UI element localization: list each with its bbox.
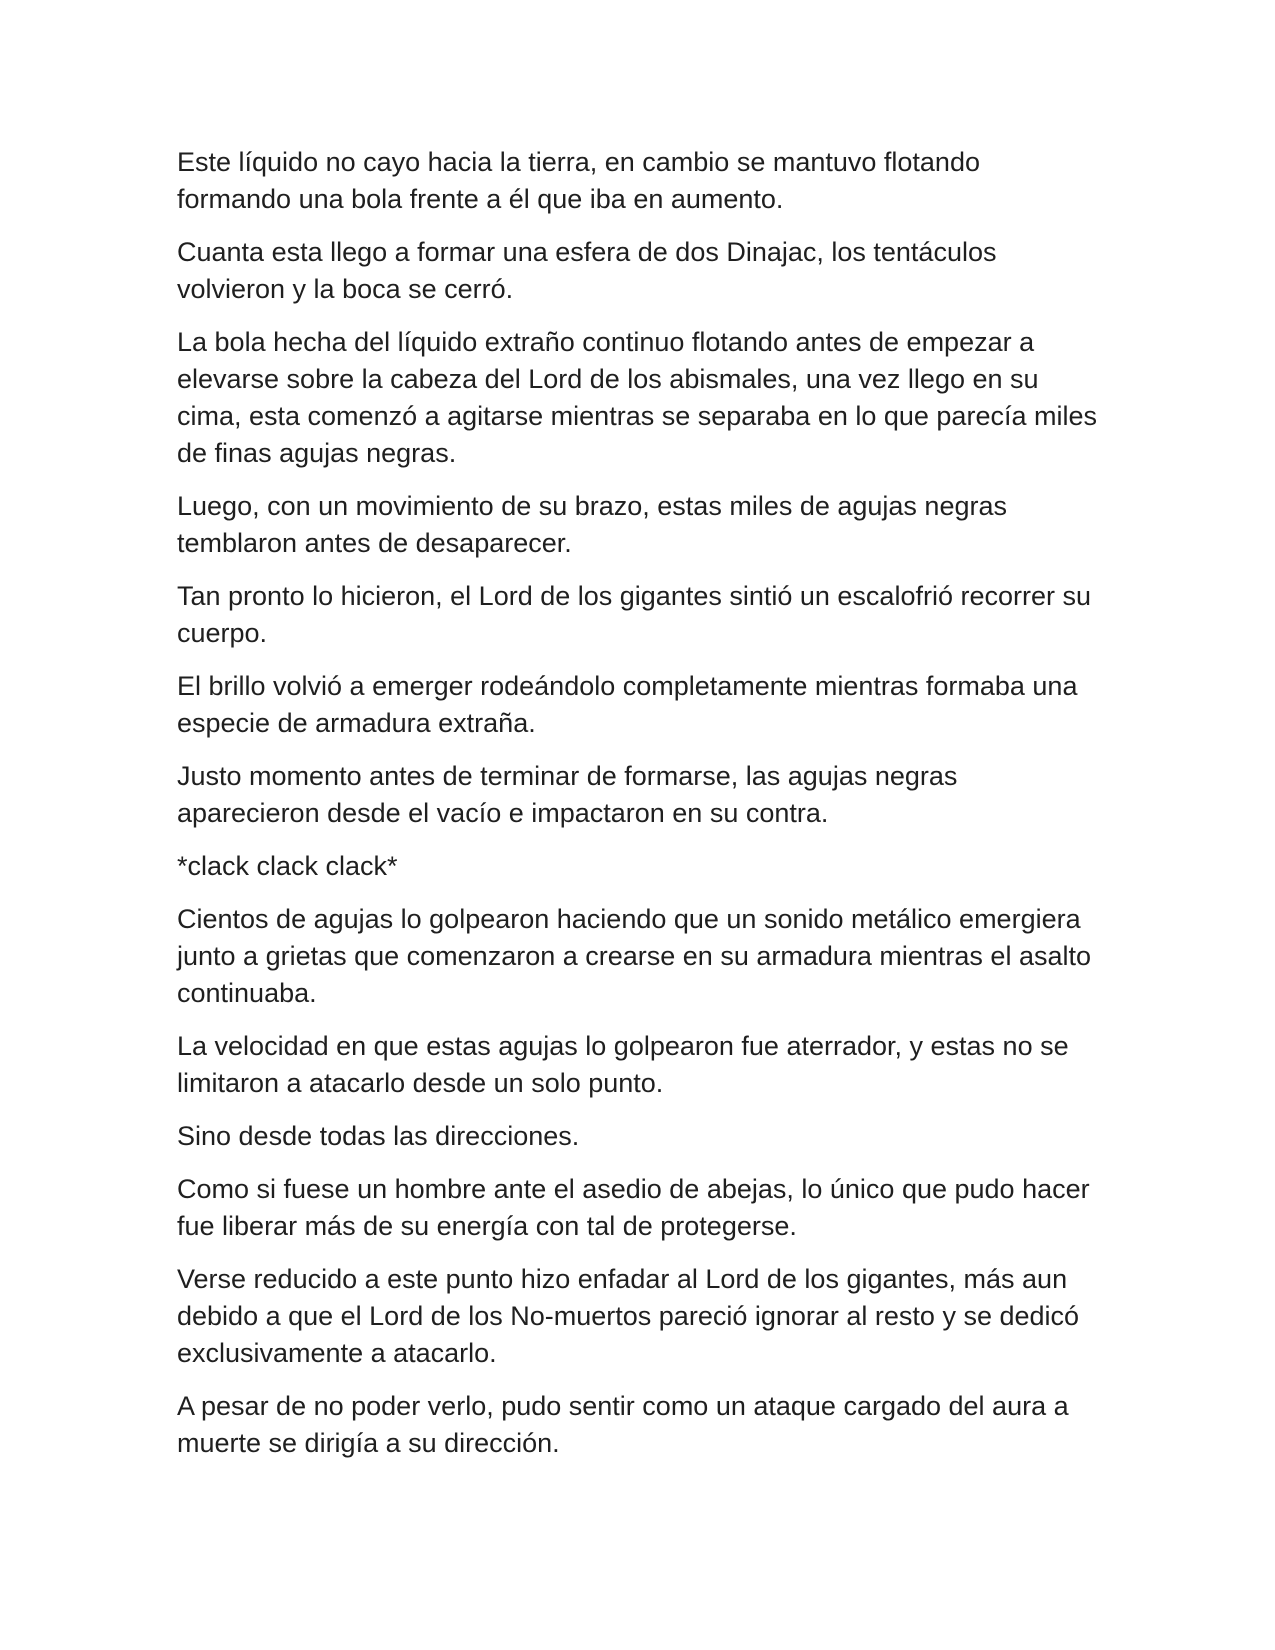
document-page — [177, 144, 1097, 1478]
paragraph: Tan pronto lo hicieron, el Lord de los gigantes sintió un escalofrió recorrer su cuerpo. — [177, 581, 1092, 648]
paragraph: Como si fuese un hombre ante el asedio de abejas, lo único que pudo hacer fue liberar más de su energía con tal de protegerse. — [177, 1174, 1090, 1241]
paragraph: A pesar de no poder verlo, pudo sentir como un ataque cargado del aura a muerte se dirigía a su dirección. — [177, 1391, 1069, 1458]
paragraph: Cientos de agujas lo golpearon haciendo que un sonido metálico emergiera junto a grietas que comenzaron a crearse en su armadura mientras el asalto continuaba. — [177, 904, 1091, 1008]
paragraph: Este líquido no cayo hacia la tierra, en cambio se mantuvo flotando formando una bola frente a él que iba en aumento. — [177, 147, 980, 214]
paragraph: *clack clack clack* — [177, 851, 398, 881]
paragraph: Verse reducido a este punto hizo enfadar al Lord de los gigantes, más aun debido a que el Lord de los No-muertos pareció ignorar al resto y se dedicó exclusivamente a atacarlo. — [177, 1264, 1080, 1368]
paragraph: La bola hecha del líquido extraño continuo flotando antes de empezar a elevarse sobre la cabeza del Lord de los abismales, una vez llego en su cima, esta comenzó a agitarse mientras se separaba en lo que parecía miles de finas agujas negras. — [177, 327, 1097, 468]
paragraph: Sino desde todas las direcciones. — [177, 1121, 580, 1151]
paragraph: El brillo volvió a emerger rodeándolo completamente mientras formaba una especie de armadura extraña. — [177, 671, 1078, 738]
paragraph: Cuanta esta llego a formar una esfera de dos Dinajac, los tentáculos volvieron y la boca se cerró. — [177, 237, 997, 304]
paragraph: Justo momento antes de terminar de formarse, las agujas negras aparecieron desde el vacío e impactaron en su contra. — [177, 761, 958, 828]
paragraph: La velocidad en que estas agujas lo golpearon fue aterrador, y estas no se limitaron a atacarlo desde un solo punto. — [177, 1031, 1069, 1098]
paragraph: Luego, con un movimiento de su brazo, estas miles de agujas negras temblaron antes de desaparecer. — [177, 491, 1007, 558]
